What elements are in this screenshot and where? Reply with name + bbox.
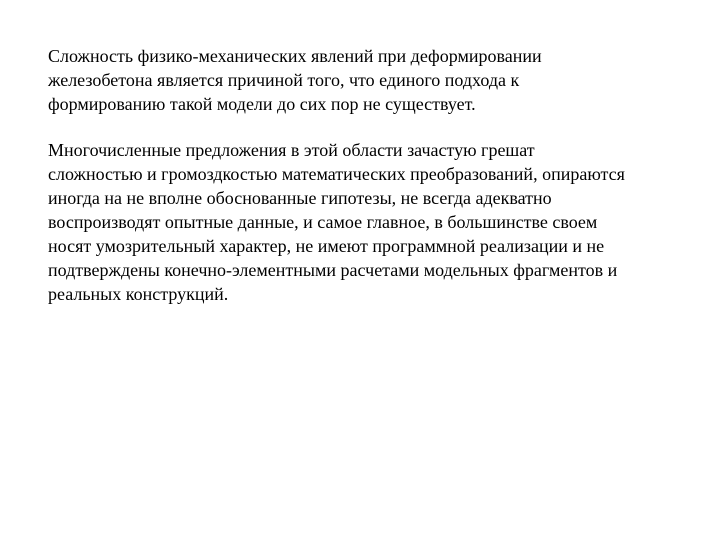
paragraph-critique: Многочисленные предложения в этой области зачастую грешат сложностью и громоздкостью математических преобразований, опираются иногда на не вполне обоснованные гипотезы, не всегда адекватно воспроизводят опытные данные, и самое главное, в большинстве своем носят умозрительный характер, не имеют программной реализации и не подтверждены конечно-элементными расчетами модельных фрагментов и реальных конструкций. xyxy=(48,140,625,304)
slide-text-body xyxy=(48,44,703,306)
paragraph-intro: Сложность физико-механических явлений при деформировании железобетона является причиной того, что единого подхода к формированию такой модели до сих пор не существует. xyxy=(48,46,542,114)
